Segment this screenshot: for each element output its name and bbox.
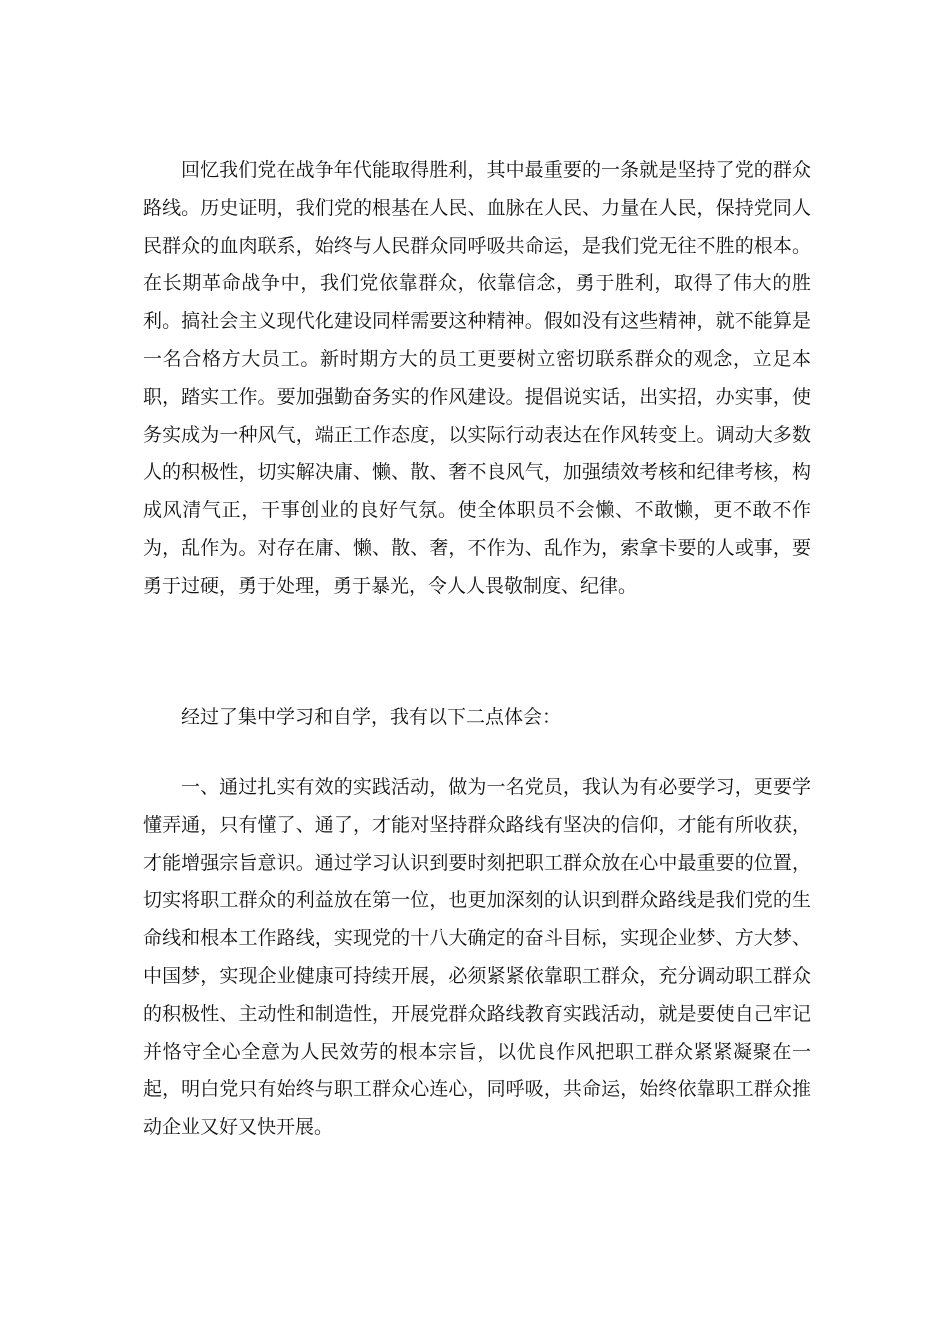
paragraph-point-one: 一、通过扎实有效的实践活动，做为一名党员，我认为有必要学习，更要学懂弄通，只有懂了、通了，才能对坚持群众路线有坚决的信仰，才能有所收获，才能增强宗旨意识。通过学习认识到要时刻把职工群众放在心中最重要的位置，切实将职工群众的利益放在第一位，也更加深刻的认识到群众路线是我们党的生命线和根本工作路线，实现党的十八大确定的奋斗目标，实现企业梦、方大梦、中国梦，实现企业健康可持续开展，必须紧紧依靠职工群众，充分调动职工群众的积极性、主动性和制造性，开展党群众路线教育实践活动，就是要使自己牢记并恪守全心全意为人民效劳的根本宗旨，以优良作风把职工群众紧紧凝聚在一起，明白党只有始终与职工群众心连心，同呼吸，共命运，始终依靠职工群众推动企业又好又快开展。 (143, 776, 811, 1139)
paragraph-study-summary: 经过了集中学习和自学，我有以下二点体会： (181, 706, 562, 728)
paragraph-mass-line-history: 回忆我们党在战争年代能取得胜利，其中最重要的一条就是坚持了党的群众路线。历史证明，我们党的根基在人民、血脉在人民、力量在人民，保持党同人民群众的血肉联系，始终与人民群众同呼吸共命运，是我们党无往不胜的根本。在长期革命战争中，我们党依靠群众，依靠信念，勇于胜利，取得了伟大的胜利。搞社会主义现代化建设同样需要这种精神。假如没有这些精神，就不能算是一名合格方大员工。新时期方大的员工更要树立密切联系群众的观念，立足本职，踏实工作。要加强勤奋务实的作风建设。提倡说实话，出实招，办实事，使务实成为一种风气，端正工作态度，以实际行动表达在作风转变上。调动大多数人的积极性，切实解决庸、懒、散、奢不良风气，加强绩效考核和纪律考核，构成风清气正，干事创业的良好气氛。使全体职员不会懒、不敢懒，更不敢不作为，乱作为。对存在庸、懒、散、奢，不作为、乱作为，索拿卡要的人或事，要勇于过硬，勇于处理，勇于暴光，令人人畏敬制度、纪律。 (143, 159, 811, 597)
